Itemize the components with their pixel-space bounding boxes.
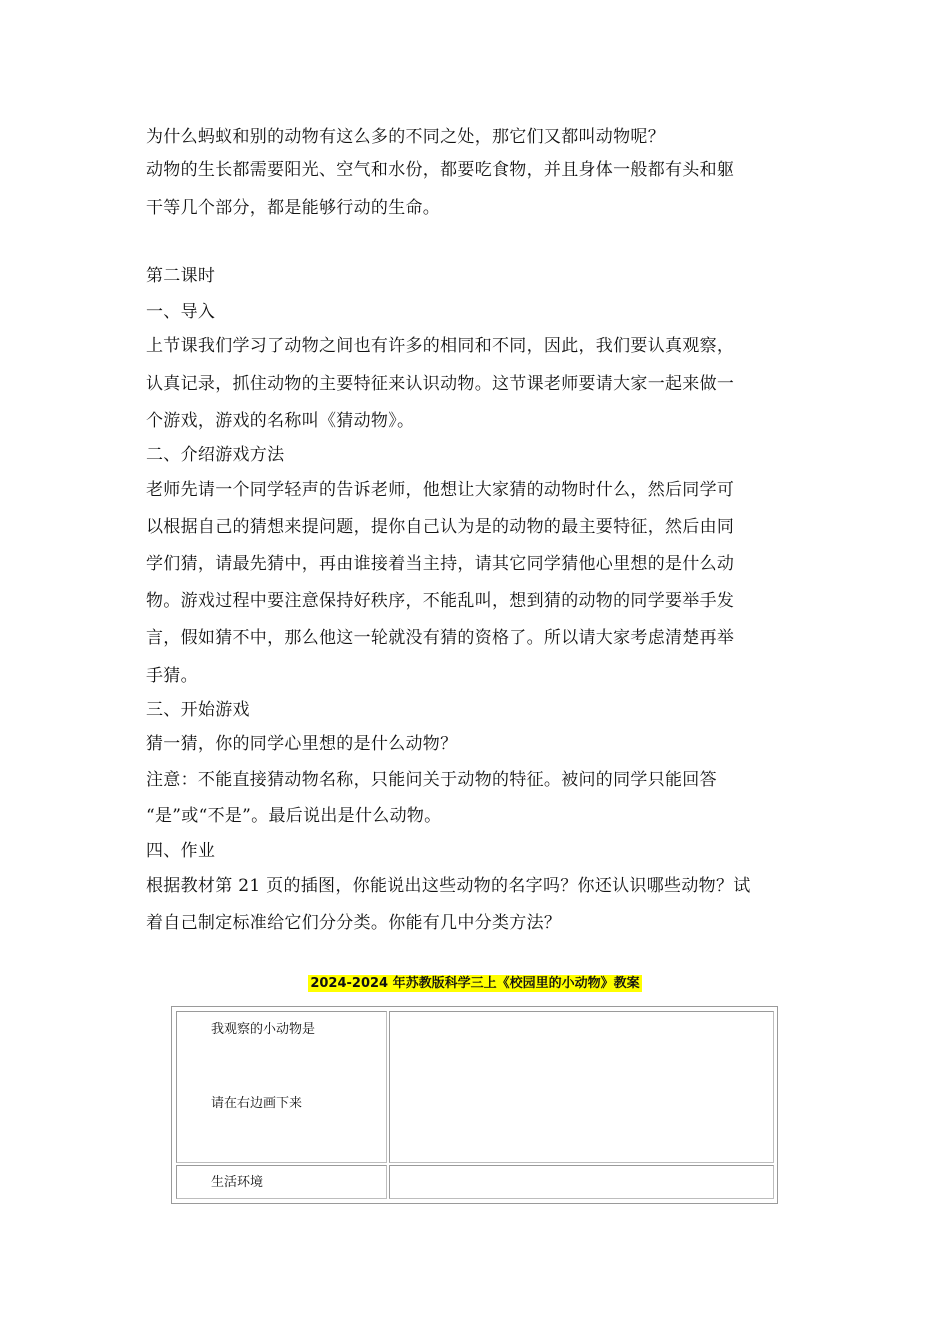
paragraph-line: 手猜。 [146, 666, 198, 686]
draw-label: 请在右边画下来 [211, 1096, 303, 1111]
paragraph-line: 动物的生长都需要阳光、空气和水份，都要吃食物，并且身体一般都有头和躯 [146, 160, 735, 180]
section-heading: 第二课时 [146, 266, 216, 286]
document-title-text: 2024-2024 年苏教版科学三上《校园里的小动物》教案 [310, 976, 640, 991]
paragraph-line: 着自己制定标准给它们分分类。你能有几中分类方法？ [146, 913, 562, 933]
section-heading: 四、作业 [146, 841, 216, 861]
section-heading: 三、开始游戏 [146, 700, 250, 720]
paragraph-line: 学们猜，请最先猜中，再由谁接着当主持，请其它同学猜他心里想的是什么动 [146, 554, 735, 574]
section-heading: 一、导入 [146, 302, 216, 322]
table-cell-environment-answer[interactable] [389, 1165, 774, 1199]
paragraph-line: 老师先请一个同学轻声的告诉老师，他想让大家猜的动物时什么，然后同学可 [146, 480, 735, 500]
table-cell-observed [176, 1011, 387, 1163]
paragraph-line: 为什么蚂蚁和别的动物有这么多的不同之处，那它们又都叫动物呢？ [146, 127, 665, 147]
paragraph-line: 注意：不能直接猜动物名称，只能问关于动物的特征。被问的同学只能回答 [146, 770, 717, 790]
paragraph-line: 猜一猜，你的同学心里想的是什么动物？ [146, 734, 458, 754]
paragraph-line: 个游戏，游戏的名称叫《猜动物》。 [146, 411, 415, 431]
observed-label: 我观察的小动物是 [211, 1022, 316, 1037]
observation-table [171, 1006, 778, 1204]
paragraph-line: 上节课我们学习了动物之间也有许多的相同和不同，因此，我们要认真观察， [146, 336, 735, 356]
paragraph-line: “是”或“不是”。最后说出是什么动物。 [146, 806, 442, 826]
section-heading: 二、介绍游戏方法 [146, 445, 285, 465]
document-title [0, 972, 950, 991]
table-cell-drawing-area[interactable] [389, 1011, 774, 1163]
paragraph-line: 根据教材第 21 页的插图，你能说出这些动物的名字吗？你还认识哪些动物？试 [146, 876, 751, 896]
paragraph-line: 认真记录，抓住动物的主要特征来认识动物。这节课老师要请大家一起来做一 [146, 374, 735, 394]
paragraph-line: 物。游戏过程中要注意保持好秩序，不能乱叫，想到猜的动物的同学要举手发 [146, 591, 735, 611]
paragraph-line: 言，假如猜不中，那么他这一轮就没有猜的资格了。所以请大家考虑清楚再举 [146, 628, 735, 648]
table-cell-environment [176, 1165, 387, 1199]
environment-label: 生活环境 [211, 1175, 264, 1190]
paragraph-line: 干等几个部分，都是能够行动的生命。 [146, 198, 441, 218]
paragraph-line: 以根据自己的猜想来提问题，提你自己认为是的动物的最主要特征，然后由同 [146, 517, 735, 537]
